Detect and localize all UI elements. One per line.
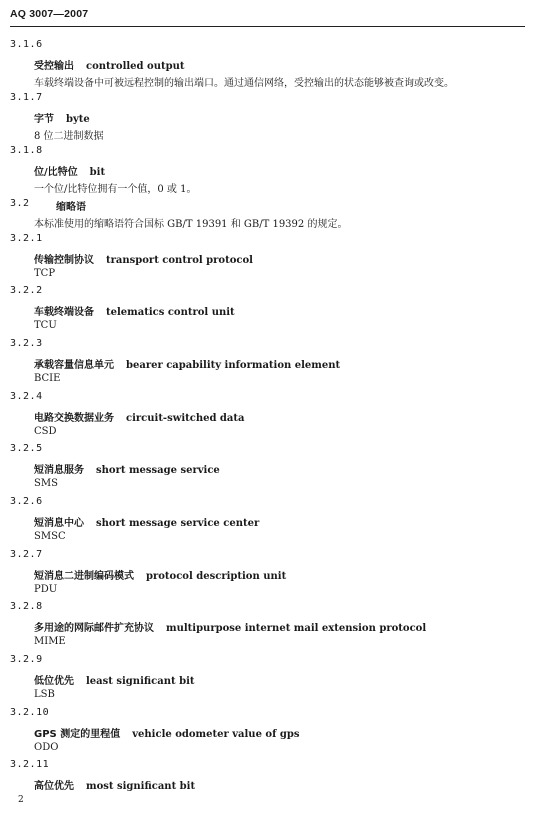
term-en: protocol description unit <box>146 571 287 582</box>
term-cn: 车载终端设备 <box>34 307 94 318</box>
term-en: least significant bit <box>86 676 195 687</box>
abbr-term <box>34 461 220 476</box>
abbreviation: CSD <box>34 426 57 437</box>
entry-number: 3.1.6 <box>10 39 43 50</box>
abbr-number: 3.2.11 <box>10 759 50 770</box>
abbr-term <box>34 409 245 424</box>
abbreviation: PDU <box>34 584 58 595</box>
abbr-number: 3.2.10 <box>10 707 50 718</box>
term-cn: 短消息中心 <box>34 518 84 529</box>
abbr-term <box>34 777 195 792</box>
term-en: byte <box>66 114 90 125</box>
abbreviation: TCU <box>34 320 57 331</box>
term-en: short message service center <box>96 518 260 529</box>
header-rule <box>10 26 525 27</box>
entry-term <box>34 110 90 125</box>
entry-definition: 一个位/比特位拥有一个值，0 或 1。 <box>34 184 197 195</box>
abbreviation: LSB <box>34 689 55 700</box>
term-en: circuit-switched data <box>126 413 245 424</box>
abbr-term <box>34 514 259 529</box>
section-intro: 本标准使用的缩略语符合国标 GB/T 19391 和 GB/T 19392 的规定。 <box>34 219 348 230</box>
term-en: most significant bit <box>86 781 196 792</box>
page-number: 2 <box>18 795 24 805</box>
term-cn: 高位优先 <box>34 781 74 792</box>
abbr-number: 3.2.9 <box>10 654 43 665</box>
abbr-term <box>34 672 194 687</box>
abbreviation: TCP <box>34 268 56 279</box>
section-title: 缩略语 <box>56 202 86 213</box>
abbr-number: 3.2.2 <box>10 285 43 296</box>
abbr-term <box>34 567 286 582</box>
term-cn: 受控输出 <box>34 61 74 72</box>
abbr-term <box>34 303 235 318</box>
term-en: transport control protocol <box>106 255 253 266</box>
term-cn: 承载容量信息单元 <box>34 360 114 371</box>
term-en: short message service <box>96 465 220 476</box>
abbr-number: 3.2.8 <box>10 601 43 612</box>
abbr-term <box>34 725 300 740</box>
abbr-number: 3.2.1 <box>10 233 43 244</box>
entry-definition: 8 位二进制数据 <box>34 131 104 142</box>
term-cn: 传输控制协议 <box>34 255 94 266</box>
term-en: vehicle odometer value of gps <box>132 729 300 740</box>
term-cn: 多用途的网际邮件扩充协议 <box>34 623 154 634</box>
abbr-number: 3.2.6 <box>10 496 43 507</box>
term-en: bit <box>89 167 106 178</box>
term-en: telematics control unit <box>106 307 235 318</box>
abbreviation: SMS <box>34 478 58 489</box>
abbreviation: MIME <box>34 636 66 647</box>
abbr-number: 3.2.5 <box>10 443 43 454</box>
term-cn: 短消息服务 <box>34 465 84 476</box>
entry-term <box>34 57 184 72</box>
entry-term <box>34 163 105 178</box>
abbr-term <box>34 251 253 266</box>
entry-definition: 车载终端设备中可被远程控制的输出端口。通过通信网络，受控输出的状态能够被查询或改变。 <box>34 78 454 89</box>
document-id-header: AQ 3007—2007 <box>10 8 89 20</box>
term-cn: 位/比特位 <box>34 167 78 178</box>
term-cn: 低位优先 <box>34 676 74 687</box>
abbreviation: ODO <box>34 742 59 753</box>
abbr-number: 3.2.4 <box>10 391 43 402</box>
abbr-term <box>34 619 426 634</box>
term-cn: GPS 测定的里程值 <box>34 729 121 740</box>
abbreviation: BCIE <box>34 373 61 384</box>
term-cn: 短消息二进制编码模式 <box>34 571 134 582</box>
abbr-number: 3.2.3 <box>10 338 43 349</box>
section-number: 3.2 <box>10 198 30 209</box>
abbreviation: SMSC <box>34 531 66 542</box>
entry-number: 3.1.8 <box>10 145 43 156</box>
abbr-number: 3.2.7 <box>10 549 43 560</box>
term-en: bearer capability information element <box>126 360 341 371</box>
term-cn: 电路交换数据业务 <box>34 413 114 424</box>
term-cn: 字节 <box>34 114 54 125</box>
term-en: controlled output <box>86 61 185 72</box>
term-en: multipurpose internet mail extension protocol <box>166 623 427 634</box>
entry-number: 3.1.7 <box>10 92 43 103</box>
abbr-term <box>34 356 340 371</box>
